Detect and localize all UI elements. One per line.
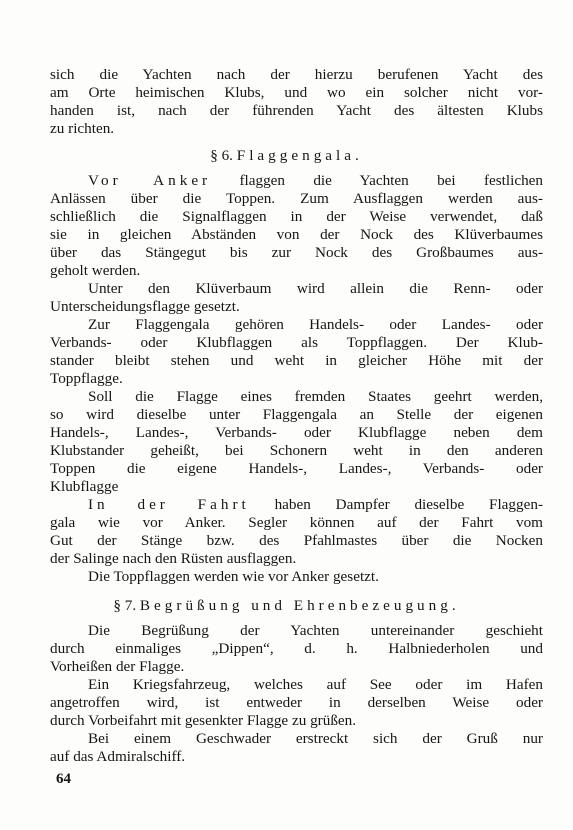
page-number: 64: [56, 771, 71, 787]
text-line: Klubstander geheißt, bei Schonern weht in den anderen: [50, 442, 543, 459]
text-line: durch Vorbeifahrt mit gesenkter Flagge zu grüßen.: [50, 712, 357, 729]
text-line: der Salinge nach den Rüsten ausflaggen.: [50, 550, 297, 567]
text-line: durch einmaliges „Dippen“, d. h. Halbniederholen und: [50, 640, 543, 657]
text-line: über das Stängegut bis zur Nock des Großbaumes aus-: [50, 244, 543, 261]
text-line: angetroffen wird, ist entweder in derselben Weise oder: [50, 694, 543, 711]
text-line: handen ist, nach der führenden Yacht des ältesten Klubs: [50, 102, 543, 119]
text-line: Vor Anker flaggen die Yachten bei festlichen: [88, 172, 544, 189]
spaced-emphasis: Vor Anker: [88, 172, 212, 189]
section-number: § 7.: [113, 597, 137, 614]
text-line: Anlässen über die Toppen. Zum Ausflaggen werden aus-: [50, 190, 543, 207]
text-line: so wird dieselbe unter Flaggengala an Stelle der eigenen: [50, 406, 543, 423]
text-line: auf das Admiralschiff.: [50, 748, 186, 765]
text-line: am Orte heimischen Klubs, und wo ein solcher nicht vor-: [50, 84, 543, 101]
text-line: Toppen die eigene Handels-, Landes-, Verbands- oder: [50, 460, 543, 477]
text-line: Zur Flaggengala gehören Handels- oder Landes- oder: [88, 316, 543, 333]
text-line: Unter den Klüverbaum wird allein die Renn- oder: [88, 280, 543, 297]
text-line: Soll die Flagge eines fremden Staates geehrt werden,: [88, 388, 543, 405]
text-line: Gut der Stänge bzw. des Pfahlmastes über die Nocken: [50, 532, 543, 549]
text-line: Ein Kriegsfahrzeug, welches auf See oder im Hafen: [88, 676, 543, 693]
text-line: Verbands- oder Klubflaggen als Toppflaggen. Der Klub-: [50, 334, 543, 351]
text-line: zu richten.: [50, 120, 115, 137]
text-line: Vorheißen der Flagge.: [50, 658, 185, 675]
text-line: schließlich die Signalflaggen in der Weise verwendet, daß: [50, 208, 543, 225]
text-line: Bei einem Geschwader erstreckt sich der Gruß nur: [88, 730, 543, 747]
text-line: In der Fahrt haben Dampfer dieselbe Flaggen-: [88, 496, 544, 513]
text-line: stander bleibt stehen und weht in gleicher Höhe mit der: [50, 352, 543, 369]
text-line: Die Toppflaggen werden wie vor Anker gesetzt.: [88, 568, 379, 585]
text-line: Klubflagge: [50, 478, 119, 495]
section-heading-6: [0, 147, 573, 165]
text-line: sie in gleichen Abständen von der Nock des Klüverbaumes: [50, 226, 543, 243]
text-line: Handels-, Landes-, Verbands- oder Klubflagge neben dem: [50, 424, 543, 441]
spaced-emphasis: In der Fahrt: [88, 496, 250, 513]
text-line: Toppflagge.: [50, 370, 123, 387]
section-number: § 6.: [210, 147, 233, 164]
text-line: gala wie vor Anker. Segler können auf der Fahrt vom: [50, 514, 543, 531]
text-line: Die Begrüßung der Yachten untereinander geschieht: [88, 622, 543, 639]
text-line: Unterscheidungsflagge gesetzt.: [50, 298, 240, 315]
section-heading-7: [0, 597, 573, 615]
text-line: sich die Yachten nach der hierzu berufenen Yacht des: [50, 66, 543, 83]
text-line: geholt werden.: [50, 262, 141, 279]
section-title: Flaggengala.: [236, 147, 363, 164]
section-title: Begrüßung und Ehrenbezeugung.: [139, 597, 460, 614]
